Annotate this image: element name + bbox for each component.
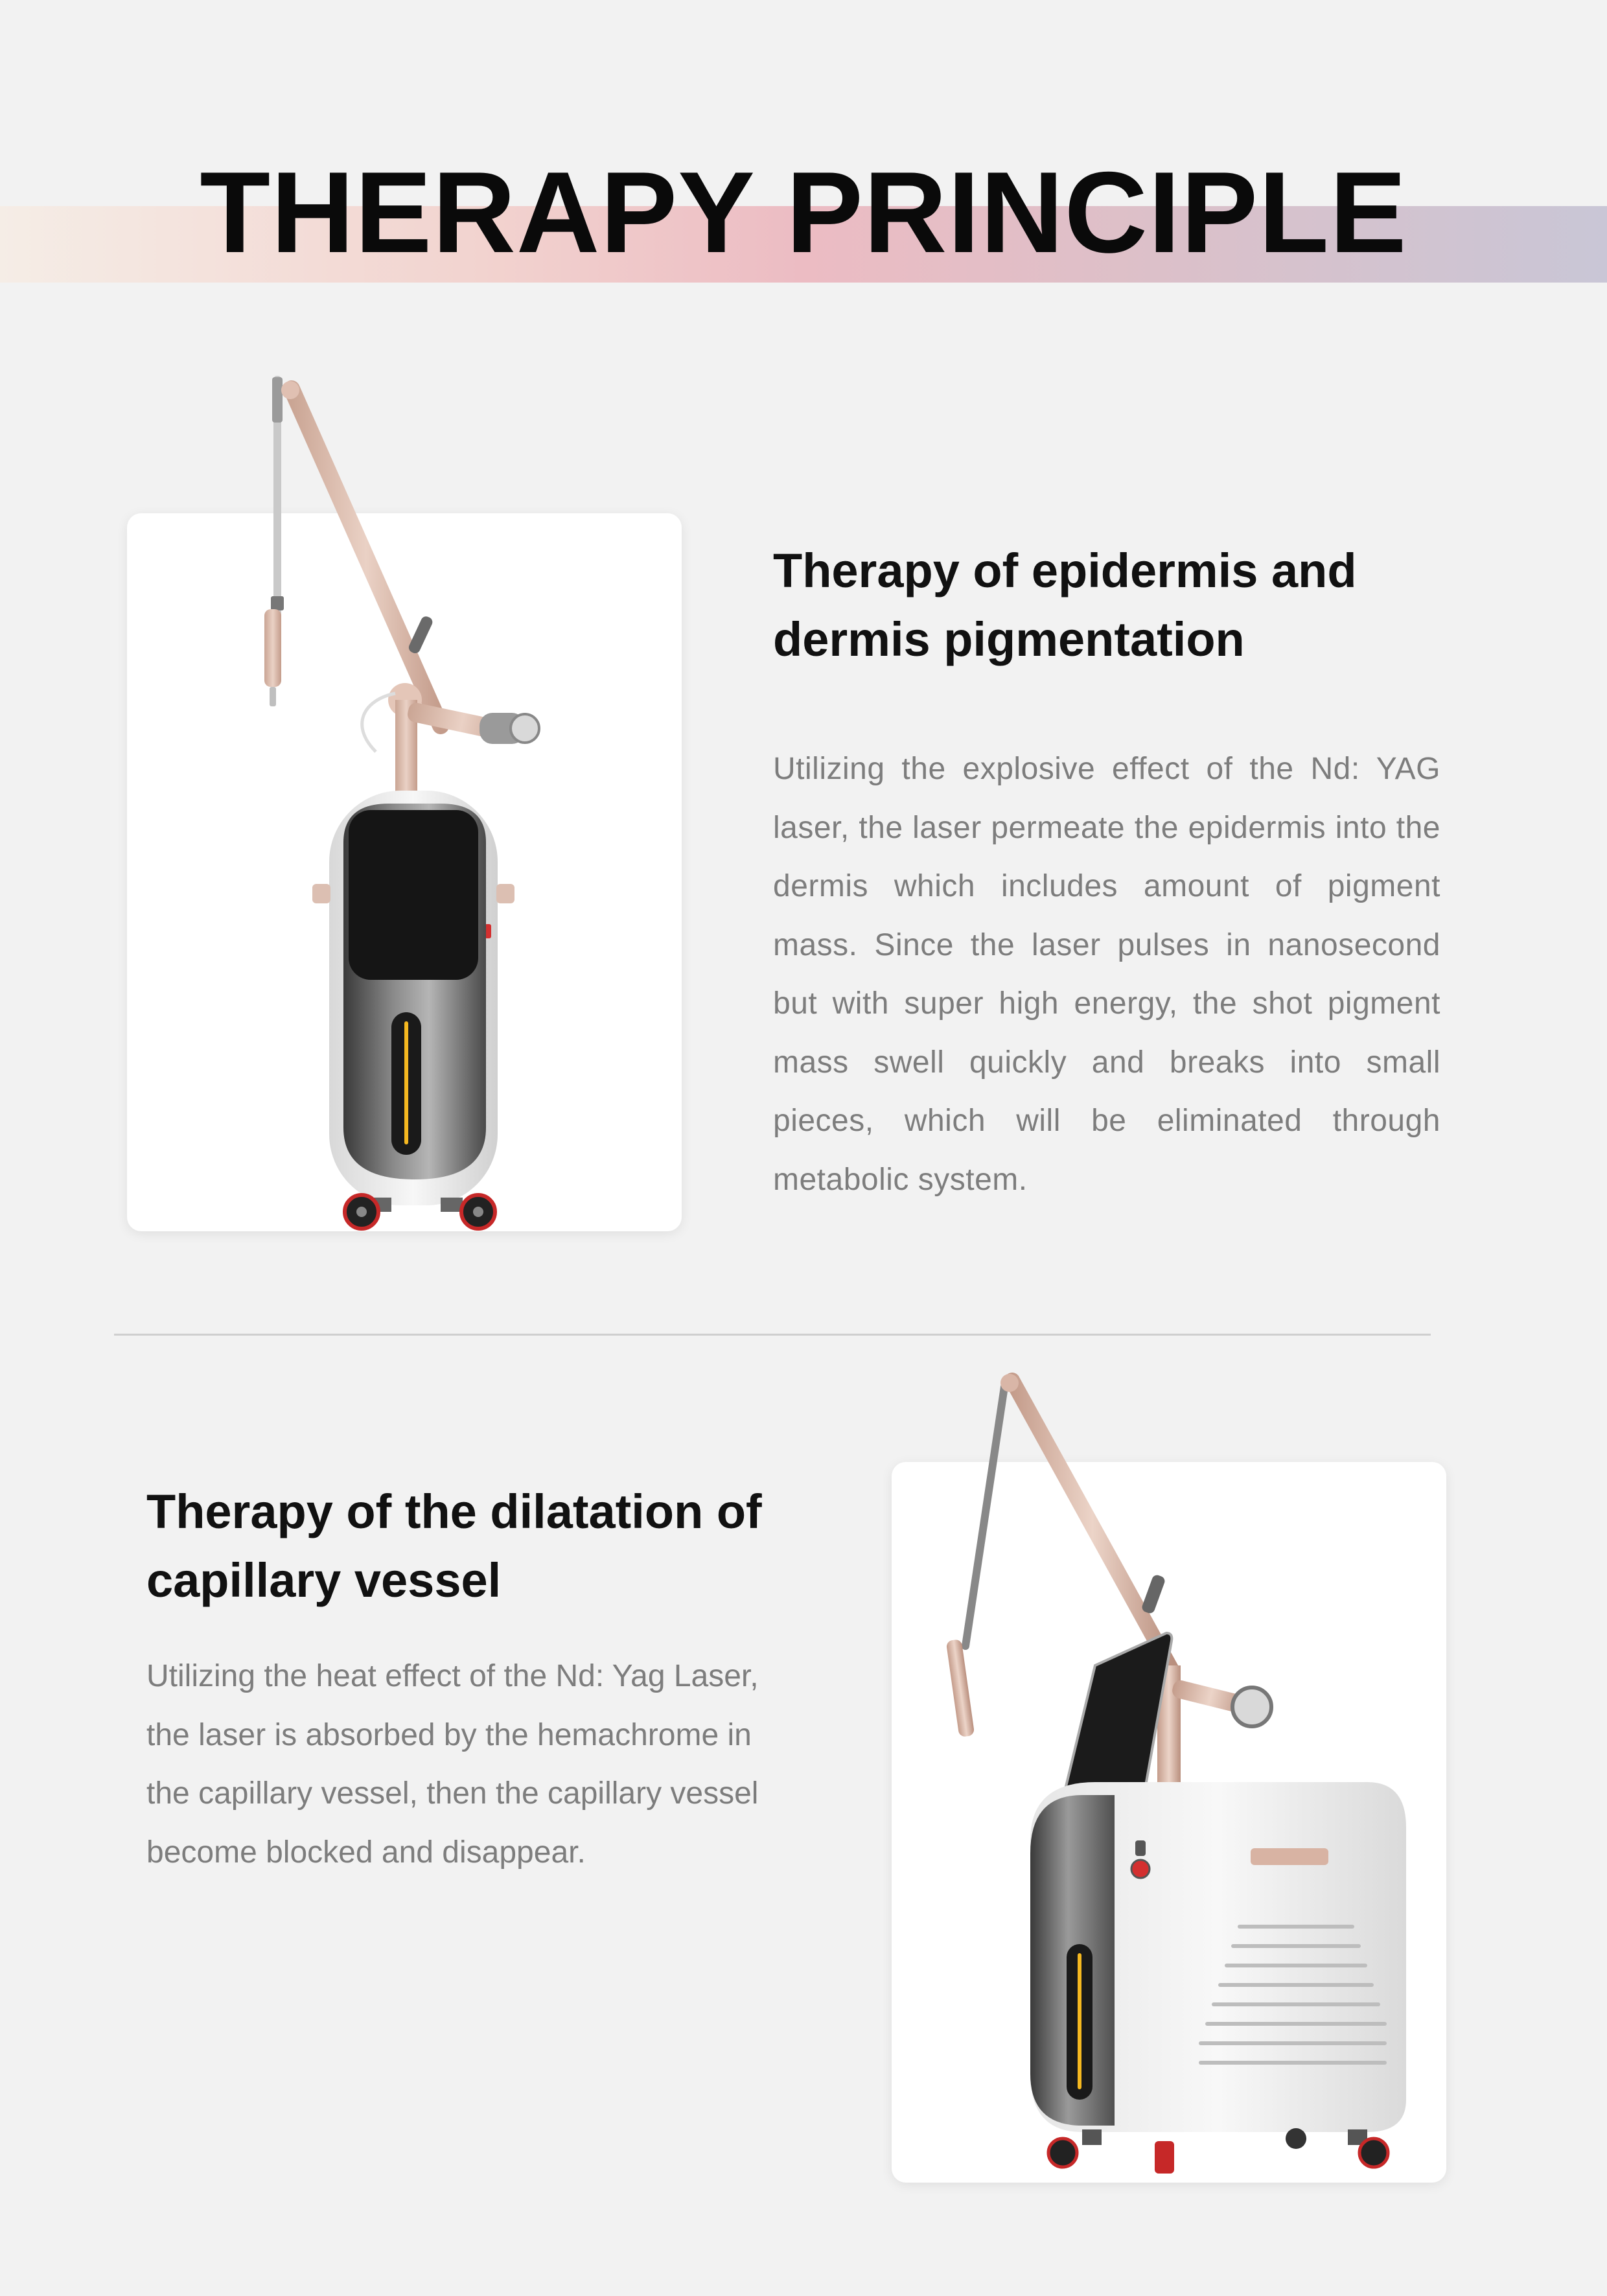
wheel-front [1155, 2141, 1174, 2174]
status-light-strip [1078, 1953, 1081, 2089]
section-body-epidermis: Utilizing the explosive effect of the Nd: YAG laser, the laser permeate the epidermis into the dermis which includes amount of pigment mass. Since the laser pulses in nanosecond but with super high energy, the shot pigment mass swell quickly and breaks into small pieces, which will be eliminated through metabolic system. [773, 752, 1440, 1197]
laser-device-side-image [953, 1361, 1432, 2177]
emergency-stop-button [1131, 1860, 1150, 1878]
rose-gold-arm [1012, 1380, 1173, 1672]
rose-gold-arm [292, 389, 441, 726]
laser-device-front-image [246, 363, 583, 1231]
section-divider [114, 1334, 1431, 1336]
section-heading-epidermis: Therapy of epidermis and dermis pigmentation [773, 544, 1357, 666]
page-title: THERAPY PRINCIPLE [200, 148, 1407, 277]
wheel-right [1359, 2139, 1388, 2167]
articulated-arm-rod [965, 1387, 1004, 1646]
touch-screen [349, 810, 478, 980]
status-light-strip [404, 1021, 408, 1144]
section-heading-capillary: Therapy of the dilatation of capillary vessel [146, 1485, 762, 1607]
section-body-capillary: Utilizing the heat effect of the Nd: Yag Laser, the laser is absorbed by the hemachrome in the capillary vessel, then the capillary vessel become blocked and disappear. [146, 1659, 759, 1870]
handpiece [264, 609, 281, 687]
handpiece-holder [1232, 1687, 1271, 1726]
wheel-left [1048, 2139, 1077, 2167]
